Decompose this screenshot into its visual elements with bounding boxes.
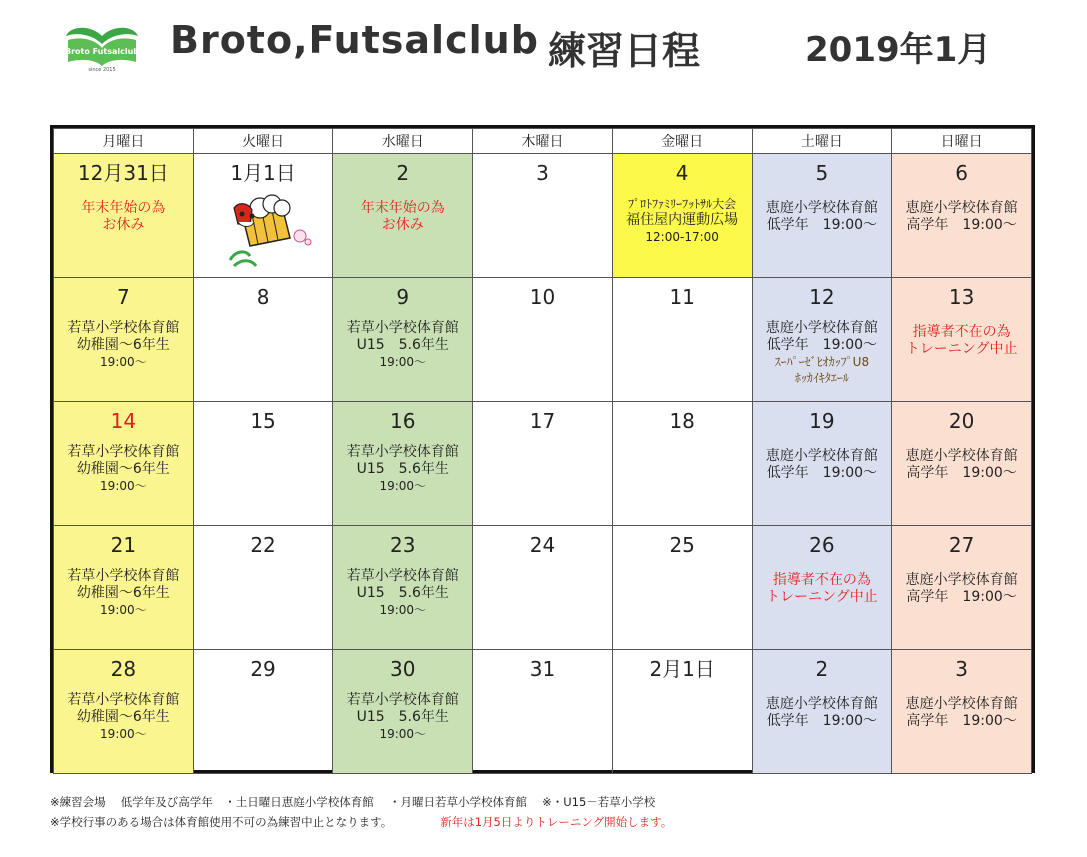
schedule-line: U15 5.6年生 bbox=[356, 585, 449, 601]
day-number: 24 bbox=[529, 533, 556, 557]
schedule-line: 幼稚園～6年生 bbox=[76, 709, 170, 725]
note-highlight: 新年は1月5日よりトレーニング開始します。 bbox=[440, 815, 673, 829]
calendar-day-cell bbox=[612, 402, 752, 526]
day-number: 29 bbox=[250, 657, 276, 681]
schedule-line: 19:00～ bbox=[100, 603, 147, 617]
club-logo bbox=[62, 22, 142, 74]
schedule-line: 指導者不在の為 bbox=[772, 572, 871, 588]
week-row bbox=[54, 278, 1032, 402]
schedule-line: 恵庭小学校体育館 bbox=[765, 200, 878, 216]
calendar-day-cell bbox=[333, 278, 473, 402]
calendar-day-cell bbox=[193, 278, 333, 402]
schedule-line: トレーニング中止 bbox=[766, 589, 878, 605]
calendar-day-cell bbox=[752, 402, 892, 526]
week-row bbox=[54, 526, 1032, 650]
day-number: 30 bbox=[390, 657, 416, 681]
schedule-line: 恵庭小学校体育館 bbox=[905, 448, 1018, 464]
schedule-line: 低学年 19:00～ bbox=[766, 713, 878, 729]
schedule-line: 19:00～ bbox=[379, 603, 427, 617]
day-number: 1月1日 bbox=[230, 161, 296, 185]
schedule-line: 恵庭小学校体育館 bbox=[905, 696, 1018, 712]
schedule-line: 若草小学校体育館 bbox=[346, 320, 459, 336]
schedule-line: 恵庭小学校体育館 bbox=[905, 200, 1018, 216]
day-number: 5 bbox=[815, 161, 829, 185]
schedule-line: 若草小学校体育館 bbox=[346, 692, 459, 708]
logo-text: Broto Futsalclub bbox=[64, 47, 140, 56]
day-schedule bbox=[54, 444, 193, 494]
schedule-line: 高学年 19:00～ bbox=[906, 217, 1017, 233]
schedule-line: 幼稚園～6年生 bbox=[76, 585, 170, 601]
calendar-day-cell bbox=[193, 154, 333, 278]
calendar-day-cell bbox=[54, 154, 194, 278]
schedule-line: 若草小学校体育館 bbox=[67, 692, 180, 708]
schedule-line: 19:00～ bbox=[379, 355, 427, 369]
calendar-day-cell bbox=[333, 402, 473, 526]
schedule-line: 恵庭小学校体育館 bbox=[765, 696, 878, 712]
day-number: 12月31日 bbox=[77, 161, 169, 185]
day-number: 25 bbox=[669, 533, 695, 557]
calendar-day-cell bbox=[752, 154, 892, 278]
schedule-line: 19:00～ bbox=[379, 727, 427, 741]
calendar-day-cell bbox=[333, 154, 473, 278]
day-number: 20 bbox=[948, 409, 975, 433]
calendar-day-cell bbox=[752, 278, 892, 402]
schedule-line: 若草小学校体育館 bbox=[346, 568, 459, 584]
calendar-day-cell bbox=[54, 526, 194, 650]
day-schedule bbox=[753, 320, 892, 386]
shishimai-illustration bbox=[212, 194, 322, 276]
schedule-line: U15 5.6年生 bbox=[356, 461, 449, 477]
day-schedule bbox=[753, 448, 892, 482]
week-row bbox=[54, 650, 1032, 774]
schedule-line: お休み bbox=[102, 217, 145, 233]
calendar-day-cell bbox=[892, 402, 1032, 526]
calendar-day-cell bbox=[612, 650, 752, 774]
calendar-day-cell bbox=[612, 154, 752, 278]
day-number: 21 bbox=[110, 533, 137, 557]
schedule-line: U15 5.6年生 bbox=[356, 337, 449, 353]
schedule-line: U15 5.6年生 bbox=[356, 709, 449, 725]
calendar-day-cell bbox=[333, 650, 473, 774]
schedule-line: 幼稚園～6年生 bbox=[76, 461, 170, 477]
note-line-2 bbox=[50, 812, 672, 832]
day-number: 16 bbox=[390, 409, 416, 433]
weekday-header-row bbox=[54, 129, 1032, 154]
calendar-day-cell bbox=[473, 278, 613, 402]
day-number: 27 bbox=[948, 533, 975, 557]
schedule-line: ﾌﾟﾛﾄﾌｧﾐﾘｰﾌｯﾄｻﾙ大会 bbox=[628, 197, 737, 211]
schedule-line: 幼稚園～6年生 bbox=[76, 337, 170, 353]
schedule-line: 年末年始の為 bbox=[81, 200, 166, 216]
day-number: 15 bbox=[250, 409, 276, 433]
day-number: 2 bbox=[815, 657, 829, 681]
day-number: 11 bbox=[669, 285, 695, 309]
day-number: 28 bbox=[110, 657, 137, 681]
day-number: 17 bbox=[529, 409, 556, 433]
day-number: 23 bbox=[390, 533, 416, 557]
calendar-day-cell bbox=[333, 526, 473, 650]
schedule-line: お休み bbox=[381, 217, 424, 233]
day-schedule bbox=[54, 692, 193, 742]
calendar-day-cell bbox=[473, 154, 613, 278]
schedule-line: 指導者不在の為 bbox=[912, 324, 1011, 340]
calendar-day-cell bbox=[54, 278, 194, 402]
day-number: 3 bbox=[536, 161, 549, 185]
page-title: 練習日程 bbox=[548, 29, 701, 73]
calendar-day-cell bbox=[612, 526, 752, 650]
schedule-line: 高学年 19:00～ bbox=[906, 465, 1017, 481]
schedule-line: 低学年 19:00～ bbox=[766, 465, 878, 481]
day-number: 14 bbox=[110, 409, 137, 433]
schedule-line: 若草小学校体育館 bbox=[67, 320, 180, 336]
day-number: 7 bbox=[116, 285, 130, 309]
day-number: 3 bbox=[955, 657, 968, 681]
day-number: 10 bbox=[529, 285, 556, 309]
day-schedule bbox=[892, 448, 1031, 482]
calendar-day-cell bbox=[752, 526, 892, 650]
schedule-line: 恵庭小学校体育館 bbox=[905, 572, 1018, 588]
schedule-line: 年末年始の為 bbox=[360, 200, 445, 216]
schedule-line: 福住屋内運動広場 bbox=[626, 212, 739, 228]
weekday-header: 水曜日 bbox=[333, 129, 473, 154]
day-number: 31 bbox=[529, 657, 556, 681]
day-schedule bbox=[333, 568, 472, 618]
calendar-day-cell bbox=[473, 650, 613, 774]
day-number: 4 bbox=[675, 161, 689, 185]
calendar-day-cell bbox=[193, 650, 333, 774]
schedule-line: ﾎｯｶｲｷﾀｴｰﾙ bbox=[794, 371, 849, 385]
schedule-line: 若草小学校体育館 bbox=[67, 568, 180, 584]
day-schedule bbox=[753, 200, 892, 234]
day-number: 22 bbox=[250, 533, 276, 557]
day-number: 8 bbox=[256, 285, 270, 309]
day-number: 9 bbox=[396, 285, 410, 309]
weekday-header: 月曜日 bbox=[54, 129, 194, 154]
schedule-calendar bbox=[50, 125, 1035, 773]
schedule-line: トレーニング中止 bbox=[905, 341, 1018, 357]
day-schedule bbox=[333, 320, 472, 370]
schedule-line: ｽｰﾊﾟｰｾﾞﾋｵｶｯﾌﾟU8 bbox=[774, 355, 870, 369]
day-number: 18 bbox=[669, 409, 695, 433]
calendar-day-cell bbox=[892, 650, 1032, 774]
schedule-line: 恵庭小学校体育館 bbox=[765, 320, 878, 336]
day-number: 2 bbox=[396, 161, 410, 185]
day-schedule bbox=[613, 196, 752, 245]
day-number: 12 bbox=[809, 285, 835, 309]
day-schedule bbox=[54, 320, 193, 370]
schedule-line: 低学年 19:00～ bbox=[766, 217, 878, 233]
note-text: ※学校行事のある場合は体育館使用不可の為練習中止となります。 bbox=[50, 815, 393, 829]
schedule-line: 若草小学校体育館 bbox=[346, 444, 459, 460]
footer-notes bbox=[50, 792, 672, 832]
calendar-day-cell bbox=[54, 402, 194, 526]
page-header bbox=[0, 0, 1087, 110]
weekday-header: 土曜日 bbox=[752, 129, 892, 154]
day-schedule bbox=[892, 324, 1031, 358]
schedule-line: 高学年 19:00～ bbox=[906, 589, 1017, 605]
calendar-day-cell bbox=[892, 278, 1032, 402]
logo-subtext: since 2015 bbox=[88, 67, 116, 73]
schedule-line: 12:00-17:00 bbox=[645, 230, 719, 244]
schedule-line: 19:00～ bbox=[379, 479, 427, 493]
day-schedule bbox=[753, 572, 892, 606]
calendar-day-cell bbox=[193, 526, 333, 650]
day-schedule bbox=[333, 200, 472, 234]
week-row bbox=[54, 154, 1032, 278]
day-schedule bbox=[54, 200, 193, 234]
weekday-header: 火曜日 bbox=[193, 129, 333, 154]
day-schedule bbox=[333, 692, 472, 742]
schedule-line: 恵庭小学校体育館 bbox=[765, 448, 878, 464]
week-row bbox=[54, 402, 1032, 526]
day-number: 2月1日 bbox=[649, 657, 715, 681]
day-schedule bbox=[892, 572, 1031, 606]
day-number: 19 bbox=[809, 409, 835, 433]
day-number: 6 bbox=[955, 161, 968, 185]
calendar-day-cell bbox=[473, 402, 613, 526]
schedule-line: 19:00～ bbox=[100, 727, 147, 741]
calendar-day-cell bbox=[54, 650, 194, 774]
month-title: 2019年1月 bbox=[805, 30, 992, 70]
calendar-day-cell bbox=[752, 650, 892, 774]
club-name: Broto,Futsalclub bbox=[170, 18, 539, 62]
weekday-header: 木曜日 bbox=[473, 129, 613, 154]
day-schedule bbox=[753, 696, 892, 730]
day-schedule bbox=[54, 568, 193, 618]
schedule-line: 若草小学校体育館 bbox=[67, 444, 180, 460]
day-number: 26 bbox=[809, 533, 835, 557]
schedule-line: 高学年 19:00～ bbox=[906, 713, 1017, 729]
schedule-line: 19:00～ bbox=[100, 355, 147, 369]
weekday-header: 金曜日 bbox=[612, 129, 752, 154]
calendar-day-cell bbox=[612, 278, 752, 402]
day-schedule bbox=[892, 200, 1031, 234]
schedule-line: 19:00～ bbox=[100, 479, 147, 493]
calendar-day-cell bbox=[892, 526, 1032, 650]
calendar-day-cell bbox=[193, 402, 333, 526]
calendar-day-cell bbox=[892, 154, 1032, 278]
day-number: 13 bbox=[948, 285, 975, 309]
schedule-line: 低学年 19:00～ bbox=[766, 337, 878, 353]
calendar-day-cell bbox=[473, 526, 613, 650]
day-schedule bbox=[892, 696, 1031, 730]
weekday-header: 日曜日 bbox=[892, 129, 1032, 154]
note-line: ※練習会場 低学年及び高学年 ・土日曜日恵庭小学校体育館 ・月曜日若草小学校体育館 ※・U15－若草小学校 bbox=[50, 795, 656, 809]
day-schedule bbox=[333, 444, 472, 494]
